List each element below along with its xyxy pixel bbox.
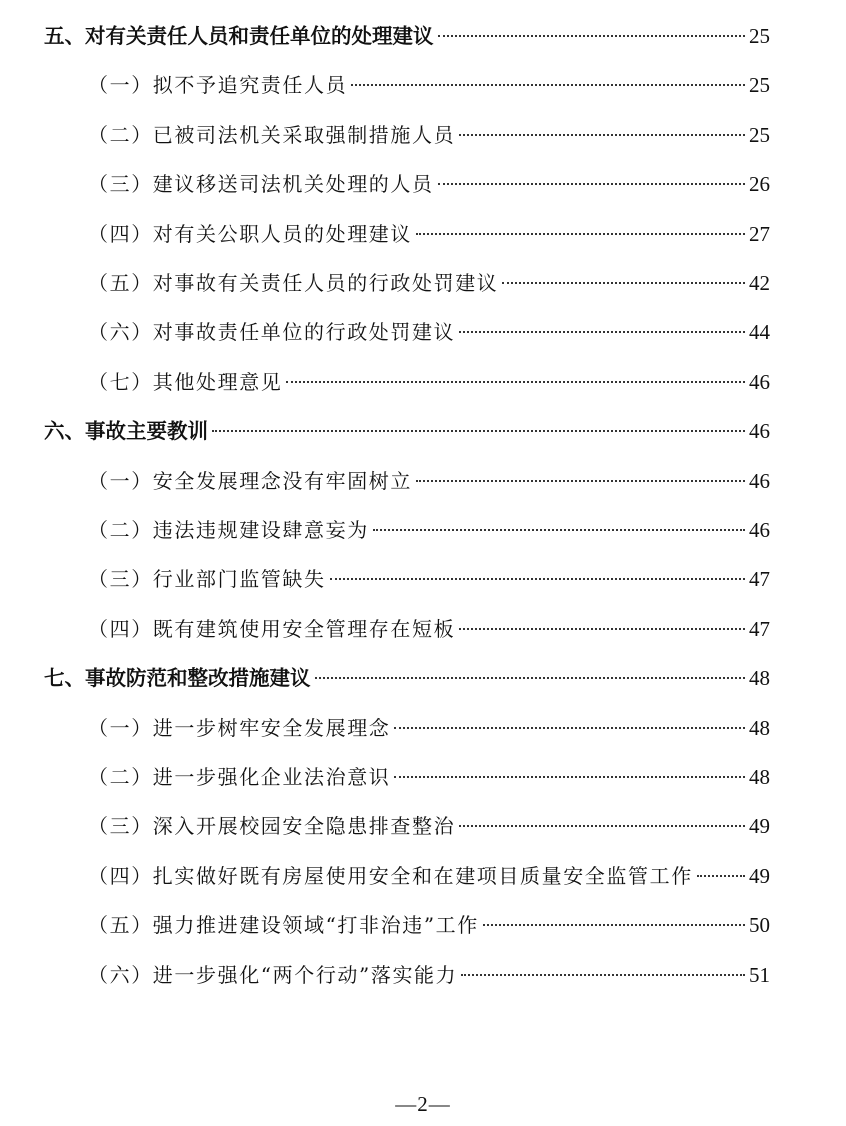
toc-dot-leader bbox=[394, 776, 745, 778]
toc-subsection-entry[interactable] bbox=[88, 908, 770, 942]
toc-dot-leader bbox=[438, 183, 745, 185]
toc-entry-page-number: 47 bbox=[749, 617, 770, 641]
toc-section-entry[interactable] bbox=[44, 661, 770, 695]
toc-dot-leader bbox=[459, 628, 745, 630]
toc-entry-page-number: 46 bbox=[749, 419, 770, 443]
toc-entry-title: （六）对事故责任单位的行政处罚建议 bbox=[88, 320, 456, 344]
toc-entry-title: （二）进一步强化企业法治意识 bbox=[88, 765, 391, 789]
toc-dot-leader bbox=[330, 578, 745, 580]
toc-entry-page-number: 46 bbox=[749, 370, 770, 394]
toc-entry-title: （一）安全发展理念没有牢固树立 bbox=[88, 469, 412, 493]
toc-dot-leader bbox=[459, 825, 745, 827]
toc-entry-page-number: 44 bbox=[749, 320, 770, 344]
toc-entry-page-number: 48 bbox=[749, 765, 770, 789]
toc-entry-page-number: 25 bbox=[749, 73, 770, 97]
toc-entry-page-number: 49 bbox=[749, 864, 770, 888]
toc-dot-leader bbox=[483, 924, 745, 926]
toc-entry-title: （二）已被司法机关采取强制措施人员 bbox=[88, 123, 456, 147]
toc-entry-page-number: 42 bbox=[749, 271, 770, 295]
toc-dot-leader bbox=[394, 727, 745, 729]
toc-subsection-entry[interactable] bbox=[88, 809, 770, 843]
toc-subsection-entry[interactable] bbox=[88, 266, 770, 300]
toc-subsection-entry[interactable] bbox=[88, 562, 770, 596]
toc-dot-leader bbox=[351, 84, 745, 86]
toc-subsection-entry[interactable] bbox=[88, 68, 770, 102]
toc-subsection-entry[interactable] bbox=[88, 365, 770, 399]
toc-entry-page-number: 48 bbox=[749, 716, 770, 740]
page-number: —2— bbox=[395, 1092, 451, 1116]
toc-entry-title: （五）强力推进建设领域“打非治违”工作 bbox=[88, 913, 479, 937]
toc-subsection-entry[interactable] bbox=[88, 958, 770, 992]
toc-subsection-entry[interactable] bbox=[88, 315, 770, 349]
toc-subsection-entry[interactable] bbox=[88, 612, 770, 646]
toc-dot-leader bbox=[461, 974, 745, 976]
toc-entry-page-number: 25 bbox=[749, 123, 770, 147]
toc-subsection-entry[interactable] bbox=[88, 513, 770, 547]
toc-entry-title: （一）拟不予追究责任人员 bbox=[88, 73, 348, 97]
toc-entry-title: （一）进一步树牢安全发展理念 bbox=[88, 716, 391, 740]
toc-subsection-entry[interactable] bbox=[88, 464, 770, 498]
toc-dot-leader bbox=[459, 134, 745, 136]
toc-dot-leader bbox=[315, 677, 746, 679]
toc-entry-page-number: 47 bbox=[749, 567, 770, 591]
toc-entry-title: （五）对事故有关责任人员的行政处罚建议 bbox=[88, 271, 499, 295]
toc-dot-leader bbox=[212, 430, 745, 432]
toc-entry-title: （三）深入开展校园安全隐患排查整治 bbox=[88, 814, 456, 838]
toc-subsection-entry[interactable] bbox=[88, 118, 770, 152]
toc-dot-leader bbox=[697, 875, 745, 877]
toc-dot-leader bbox=[416, 480, 745, 482]
toc-dot-leader bbox=[286, 381, 745, 383]
toc-entry-title: 五、对有关责任人员和责任单位的处理建议 bbox=[44, 24, 434, 48]
toc-dot-leader bbox=[416, 233, 745, 235]
toc-dot-leader bbox=[438, 35, 746, 37]
toc-entry-title: （四）对有关公职人员的处理建议 bbox=[88, 222, 412, 246]
toc-section-entry[interactable] bbox=[44, 19, 770, 53]
toc-entry-title: （七）其他处理意见 bbox=[88, 370, 283, 394]
toc-subsection-entry[interactable] bbox=[88, 217, 770, 251]
toc-entry-page-number: 26 bbox=[749, 172, 770, 196]
toc-subsection-entry[interactable] bbox=[88, 711, 770, 745]
toc-entry-page-number: 46 bbox=[749, 518, 770, 542]
toc-entry-title: （四）扎实做好既有房屋使用安全和在建项目质量安全监管工作 bbox=[88, 864, 693, 888]
toc-entry-title: （四）既有建筑使用安全管理存在短板 bbox=[88, 617, 456, 641]
toc-entry-title: （六）进一步强化“两个行动”落实能力 bbox=[88, 963, 458, 987]
toc-entry-page-number: 49 bbox=[749, 814, 770, 838]
toc-entry-title: 七、事故防范和整改措施建议 bbox=[44, 666, 311, 690]
toc-subsection-entry[interactable] bbox=[88, 859, 770, 893]
toc-subsection-entry[interactable] bbox=[88, 167, 770, 201]
toc-entry-title: 六、事故主要教训 bbox=[44, 419, 208, 443]
toc-entry-page-number: 27 bbox=[749, 222, 770, 246]
toc-entry-page-number: 46 bbox=[749, 469, 770, 493]
toc-dot-leader bbox=[459, 331, 745, 333]
toc-entry-page-number: 48 bbox=[749, 666, 770, 690]
toc-entry-page-number: 50 bbox=[749, 913, 770, 937]
toc-entry-title: （二）违法违规建设肆意妄为 bbox=[88, 518, 369, 542]
toc-entry-page-number: 51 bbox=[749, 963, 770, 987]
toc-dot-leader bbox=[373, 529, 745, 531]
toc-dot-leader bbox=[502, 282, 745, 284]
toc-entry-title: （三）行业部门监管缺失 bbox=[88, 567, 326, 591]
toc-entry-page-number: 25 bbox=[749, 24, 770, 48]
toc-entry-title: （三）建议移送司法机关处理的人员 bbox=[88, 172, 434, 196]
toc-subsection-entry[interactable] bbox=[88, 760, 770, 794]
toc-section-entry[interactable] bbox=[44, 414, 770, 448]
